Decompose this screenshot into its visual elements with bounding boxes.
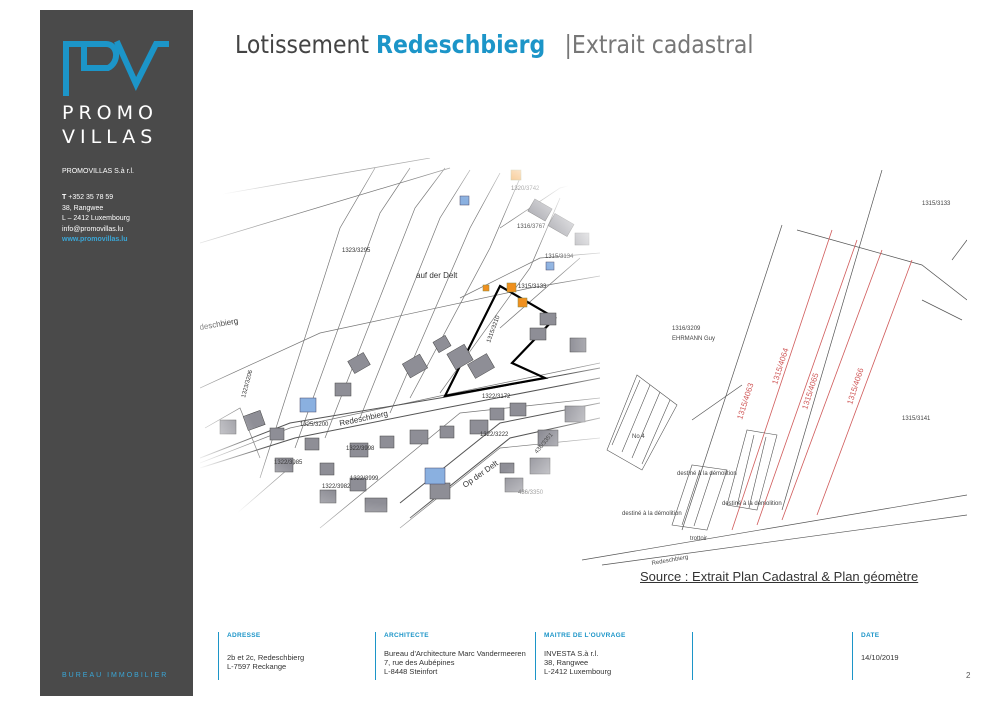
tagline: BUREAU IMMOBILIER xyxy=(62,672,169,679)
footer-adresse xyxy=(218,632,373,680)
footer xyxy=(218,632,978,682)
footer-empty xyxy=(692,632,852,680)
company-name: PROMOVILLAS S.à r.l. xyxy=(62,168,134,175)
footer-label: ADRESSE xyxy=(227,632,261,639)
footer-line: L-8448 Steinfort xyxy=(384,667,438,676)
lot-label: 1315/4063 xyxy=(735,381,756,421)
page-title xyxy=(235,30,753,59)
title-highlight: Redeschbierg xyxy=(376,30,546,59)
footer-label: ARCHITECTE xyxy=(384,632,429,639)
map-label: No 4 xyxy=(632,434,645,440)
contact-city: L – 2412 Luxembourg xyxy=(62,215,130,222)
title-prefix: Lotissement xyxy=(235,30,370,59)
footer-maitre xyxy=(535,632,690,680)
footer-label: DATE xyxy=(861,632,880,639)
footer-line: 38, Rangwee xyxy=(544,658,589,667)
surveyor-plan xyxy=(582,170,967,570)
lot-label: 1315/4066 xyxy=(845,366,866,406)
logo-text-promo: PROMO xyxy=(62,102,158,124)
footer-date-value: 14/10/2019 xyxy=(861,653,899,662)
footer-line: INVESTA S.à r.l. xyxy=(544,649,599,658)
footer-value xyxy=(384,649,535,676)
footer-value xyxy=(227,653,373,671)
logo-text-villas: VILLAS xyxy=(62,126,158,148)
lot-label: 1315/4065 xyxy=(800,371,821,411)
map-label: trottoir xyxy=(690,536,708,542)
footer-line: 2b et 2c, Redeschbierg xyxy=(227,653,305,662)
footer-line: L-2412 Luxembourg xyxy=(544,667,612,676)
contact-website[interactable]: www.promovillas.lu xyxy=(62,236,128,243)
source-caption: Source : Extrait Plan Cadastral & Plan géomètre xyxy=(640,569,919,584)
lot-label: 1315/4064 xyxy=(770,346,791,386)
footer-line: L-7597 Reckange xyxy=(227,662,287,671)
map-label: 1316/3209 xyxy=(672,326,701,332)
footer-value xyxy=(544,649,690,676)
sidebar xyxy=(40,10,193,696)
contact-street: 38, Rangwee xyxy=(62,204,104,212)
footer-line: 7, rue des Aubépines xyxy=(384,658,455,667)
page-number: 2 xyxy=(966,671,971,680)
footer-date xyxy=(852,632,972,680)
map-label: destiné à la démolition xyxy=(722,501,782,507)
map-label: 1315/3141 xyxy=(902,416,931,422)
phone-label: T xyxy=(62,194,67,201)
map-label: 1315/3133 xyxy=(922,201,951,207)
contact-block xyxy=(62,193,130,246)
contact-email[interactable]: info@promovillas.lu xyxy=(62,225,124,233)
promovillas-logo-icon xyxy=(62,38,170,96)
street-label: Redeschbierg xyxy=(651,554,689,567)
map-label: destiné à la démolition xyxy=(677,471,737,477)
footer-architecte xyxy=(375,632,535,680)
phone-number: +352 35 78 59 xyxy=(68,194,114,201)
map-label: EHRMANN Guy xyxy=(672,336,716,342)
map-label: destiné à la démolition xyxy=(622,511,682,517)
footer-line: Bureau d'Architecture Marc Vandermeeren xyxy=(384,649,526,658)
cadastral-map xyxy=(200,158,600,534)
title-section: |Extrait cadastral xyxy=(564,30,754,59)
phone-line xyxy=(62,193,130,204)
footer-label: MAITRE DE L'OUVRAGE xyxy=(544,632,626,639)
